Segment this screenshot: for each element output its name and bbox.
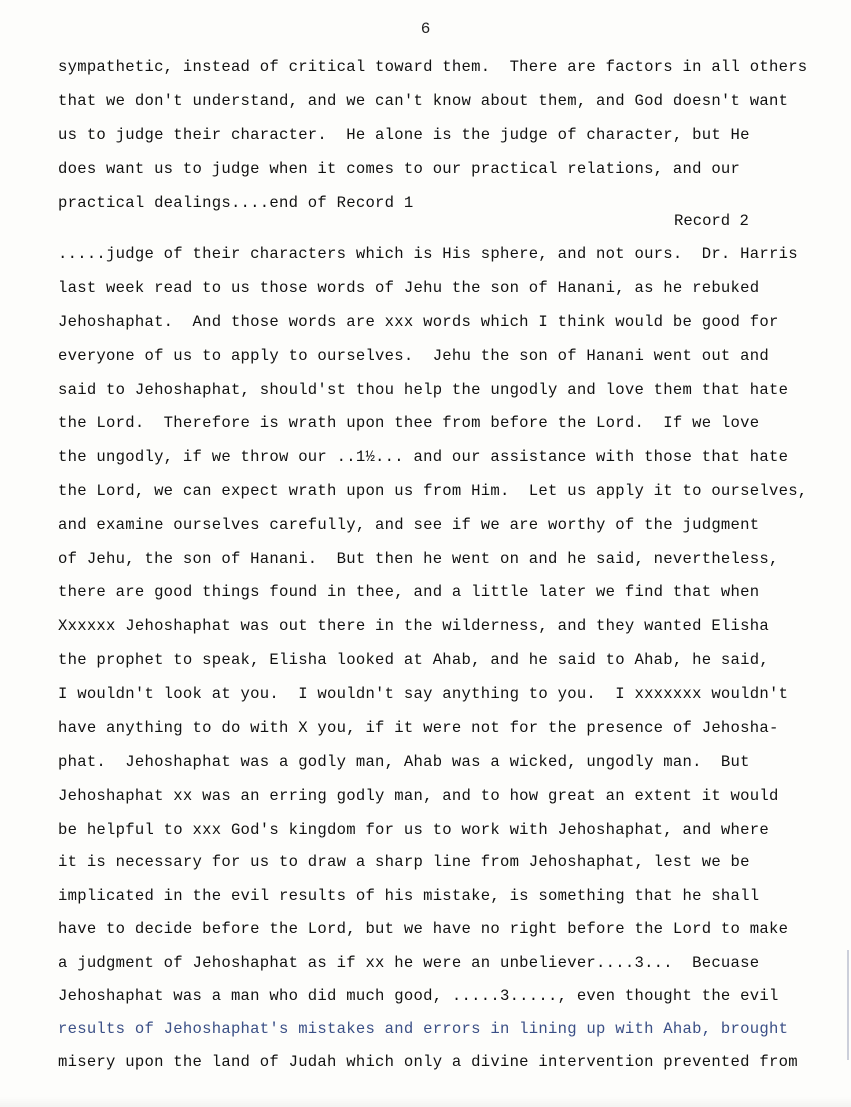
text-line: and examine ourselves carefully, and see if we are worthy of the judgment: [58, 516, 760, 534]
text-line: us to judge their character. He alone is the judge of character, but He: [58, 126, 750, 144]
text-line: implicated in the evil results of his mistake, is something that he shall: [58, 887, 760, 905]
text-line: the ungodly, if we throw our ..1½... and our assistance with those that hate: [58, 448, 789, 466]
margin-mark: [847, 950, 849, 1060]
text-line: Jehoshaphat. And those words are xxx words which I think would be good for: [58, 313, 779, 331]
text-line: it is necessary for us to draw a sharp line from Jehoshaphat, lest we be: [58, 853, 750, 871]
text-line: everyone of us to apply to ourselves. Jehu the son of Hanani went out and: [58, 347, 769, 365]
text-line: that we don't understand, and we can't know about them, and God doesn't want: [58, 92, 789, 110]
text-line: does want us to judge when it comes to our practical relations, and our: [58, 160, 741, 178]
text-line: .....judge of their characters which is His sphere, and not ours. Dr. Harris: [58, 245, 798, 263]
record-header: Record 2: [674, 212, 749, 230]
text-line: of Jehu, the son of Hanani. But then he went on and he said, nevertheless,: [58, 550, 779, 568]
page-edge-shadow: [0, 1097, 851, 1107]
text-line: there are good things found in thee, and a little later we find that when: [58, 583, 760, 601]
text-line: Jehoshaphat xx was an erring godly man, and to how great an extent it would: [58, 787, 779, 805]
text-line: Jehoshaphat was a man who did much good, .....3....., even thought the evil: [58, 987, 779, 1005]
text-line: results of Jehoshaphat's mistakes and errors in lining up with Ahab, brought: [58, 1020, 789, 1038]
text-line: be helpful to xxx God's kingdom for us to work with Jehoshaphat, and where: [58, 821, 769, 839]
text-line: Xxxxxx Jehoshaphat was out there in the wilderness, and they wanted Elisha: [58, 617, 769, 635]
text-line: a judgment of Jehoshaphat as if xx he were an unbeliever....3... Becuase: [58, 954, 760, 972]
text-line: practical dealings....end of Record 1: [58, 194, 414, 212]
text-line: said to Jehoshaphat, should'st thou help the ungodly and love them that hate: [58, 381, 789, 399]
text-line: sympathetic, instead of critical toward them. There are factors in all others: [58, 58, 808, 76]
text-line: the Lord. Therefore is wrath upon thee from before the Lord. If we love: [58, 414, 760, 432]
text-line: I wouldn't look at you. I wouldn't say anything to you. I xxxxxxx wouldn't: [58, 685, 789, 703]
text-line: the prophet to speak, Elisha looked at Ahab, and he said to Ahab, he said,: [58, 651, 769, 669]
text-line: phat. Jehoshaphat was a godly man, Ahab was a wicked, ungodly man. But: [58, 753, 750, 771]
text-line: have anything to do with X you, if it were not for the presence of Jehosha-: [58, 719, 779, 737]
text-line: the Lord, we can expect wrath upon us from Him. Let us apply it to ourselves,: [58, 482, 808, 500]
text-line: last week read to us those words of Jehu the son of Hanani, as he rebuked: [58, 279, 760, 297]
text-line: have to decide before the Lord, but we have no right before the Lord to make: [58, 920, 789, 938]
page-number: 6: [420, 20, 431, 38]
text-line: misery upon the land of Judah which only a divine intervention prevented from: [58, 1053, 798, 1071]
